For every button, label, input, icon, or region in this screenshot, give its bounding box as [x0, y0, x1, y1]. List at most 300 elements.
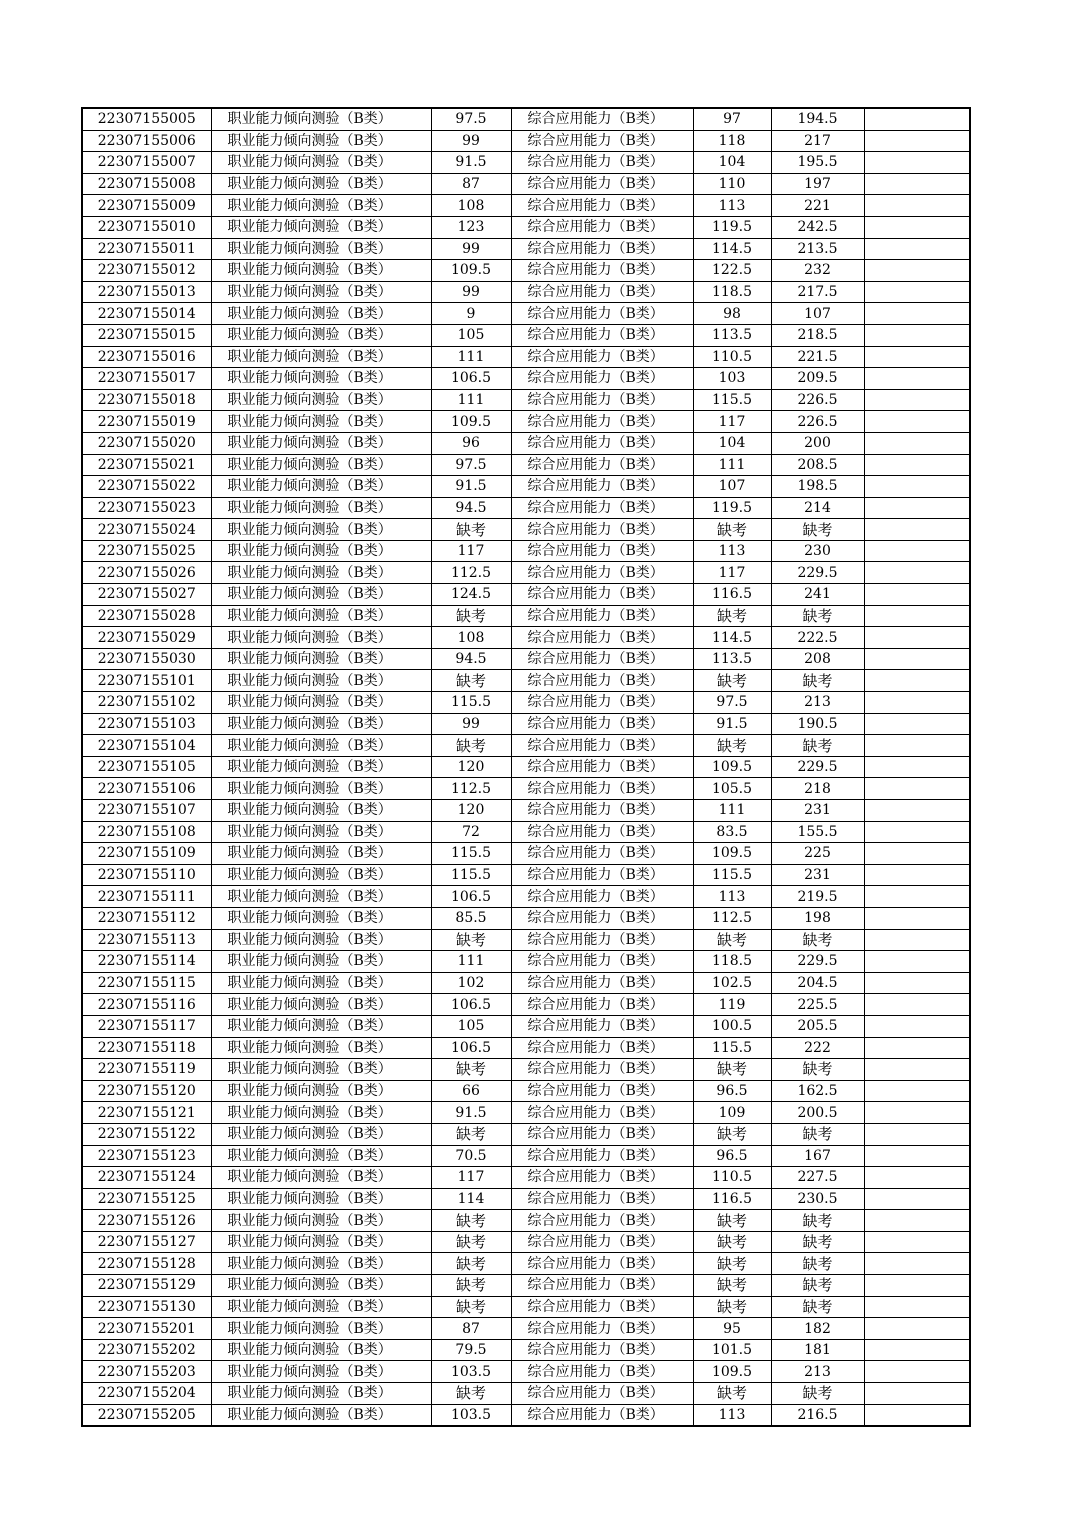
subject-2-cell: 综合应用能力（B类）: [511, 821, 693, 843]
subject-2-score-cell: 107: [693, 476, 771, 498]
candidate-id-cell: 22307155104: [82, 735, 211, 757]
candidate-id-cell: 22307155113: [82, 929, 211, 951]
subject-2-cell: 综合应用能力（B类）: [511, 1318, 693, 1340]
table-row: [82, 907, 970, 929]
subject-2-cell: 综合应用能力（B类）: [511, 843, 693, 865]
subject-2-score-cell: 缺考: [693, 1231, 771, 1253]
table-row: [82, 238, 970, 260]
subject-1-score-cell: 112.5: [431, 562, 511, 584]
remark-cell: [864, 1361, 970, 1383]
subject-1-score-cell: 85.5: [431, 907, 511, 929]
remark-cell: [864, 864, 970, 886]
candidate-id-cell: 22307155128: [82, 1253, 211, 1275]
subject-2-score-cell: 缺考: [693, 1253, 771, 1275]
subject-2-score-cell: 109.5: [693, 1361, 771, 1383]
subject-2-score-cell: 104: [693, 432, 771, 454]
candidate-id-cell: 22307155109: [82, 843, 211, 865]
remark-cell: [864, 238, 970, 260]
subject-1-score-cell: 99: [431, 713, 511, 735]
subject-1-score-cell: 124.5: [431, 584, 511, 606]
subject-1-score-cell: 缺考: [431, 1210, 511, 1232]
candidate-id-cell: 22307155028: [82, 605, 211, 627]
candidate-id-cell: 22307155017: [82, 368, 211, 390]
candidate-id-cell: 22307155123: [82, 1145, 211, 1167]
subject-1-cell: 职业能力倾向测验（B类）: [211, 1080, 431, 1102]
subject-2-cell: 综合应用能力（B类）: [511, 1145, 693, 1167]
remark-cell: [864, 324, 970, 346]
total-score-cell: 缺考: [771, 1059, 864, 1081]
total-score-cell: 缺考: [771, 605, 864, 627]
subject-1-cell: 职业能力倾向测验（B类）: [211, 1318, 431, 1340]
subject-1-score-cell: 9: [431, 303, 511, 325]
subject-1-score-cell: 102: [431, 972, 511, 994]
table-row: [82, 864, 970, 886]
table-row: [82, 1102, 970, 1124]
total-score-cell: 226.5: [771, 411, 864, 433]
subject-1-score-cell: 87: [431, 173, 511, 195]
subject-2-cell: 综合应用能力（B类）: [511, 1253, 693, 1275]
subject-1-cell: 职业能力倾向测验（B类）: [211, 692, 431, 714]
subject-1-score-cell: 111: [431, 389, 511, 411]
remark-cell: [864, 303, 970, 325]
subject-2-score-cell: 113.5: [693, 324, 771, 346]
remark-cell: [864, 152, 970, 174]
candidate-id-cell: 22307155029: [82, 627, 211, 649]
total-score-cell: 219.5: [771, 886, 864, 908]
remark-cell: [864, 1123, 970, 1145]
remark-cell: [864, 368, 970, 390]
subject-1-score-cell: 缺考: [431, 1253, 511, 1275]
candidate-id-cell: 22307155106: [82, 778, 211, 800]
candidate-id-cell: 22307155009: [82, 195, 211, 217]
subject-1-cell: 职业能力倾向测验（B类）: [211, 713, 431, 735]
subject-2-score-cell: 116.5: [693, 1188, 771, 1210]
subject-1-cell: 职业能力倾向测验（B类）: [211, 735, 431, 757]
subject-2-score-cell: 缺考: [693, 1123, 771, 1145]
remark-cell: [864, 1015, 970, 1037]
subject-2-score-cell: 119.5: [693, 216, 771, 238]
table-row: [82, 519, 970, 541]
table-row: [82, 735, 970, 757]
subject-2-cell: 综合应用能力（B类）: [511, 1404, 693, 1426]
subject-1-cell: 职业能力倾向测验（B类）: [211, 260, 431, 282]
table-row: [82, 1188, 970, 1210]
subject-2-cell: 综合应用能力（B类）: [511, 497, 693, 519]
subject-2-score-cell: 缺考: [693, 605, 771, 627]
candidate-id-cell: 22307155007: [82, 152, 211, 174]
subject-1-cell: 职业能力倾向测验（B类）: [211, 476, 431, 498]
candidate-id-cell: 22307155107: [82, 800, 211, 822]
candidate-id-cell: 22307155130: [82, 1296, 211, 1318]
total-score-cell: 200.5: [771, 1102, 864, 1124]
subject-2-cell: 综合应用能力（B类）: [511, 1210, 693, 1232]
total-score-cell: 213.5: [771, 238, 864, 260]
subject-2-score-cell: 113.5: [693, 648, 771, 670]
candidate-id-cell: 22307155125: [82, 1188, 211, 1210]
subject-1-cell: 职业能力倾向测验（B类）: [211, 1188, 431, 1210]
subject-2-score-cell: 114.5: [693, 238, 771, 260]
subject-2-score-cell: 104: [693, 152, 771, 174]
subject-2-score-cell: 缺考: [693, 1210, 771, 1232]
subject-1-score-cell: 105: [431, 324, 511, 346]
subject-2-cell: 综合应用能力（B类）: [511, 994, 693, 1016]
subject-1-cell: 职业能力倾向测验（B类）: [211, 886, 431, 908]
remark-cell: [864, 1231, 970, 1253]
total-score-cell: 225.5: [771, 994, 864, 1016]
table-row: [82, 972, 970, 994]
subject-2-score-cell: 91.5: [693, 713, 771, 735]
table-row: [82, 562, 970, 584]
subject-2-cell: 综合应用能力（B类）: [511, 216, 693, 238]
candidate-id-cell: 22307155030: [82, 648, 211, 670]
remark-cell: [864, 108, 970, 130]
subject-2-score-cell: 缺考: [693, 670, 771, 692]
subject-2-score-cell: 115.5: [693, 864, 771, 886]
subject-1-score-cell: 缺考: [431, 1123, 511, 1145]
subject-1-cell: 职业能力倾向测验（B类）: [211, 627, 431, 649]
subject-1-cell: 职业能力倾向测验（B类）: [211, 1059, 431, 1081]
subject-2-cell: 综合应用能力（B类）: [511, 756, 693, 778]
subject-2-score-cell: 118.5: [693, 951, 771, 973]
subject-1-score-cell: 108: [431, 627, 511, 649]
remark-cell: [864, 1167, 970, 1189]
candidate-id-cell: 22307155025: [82, 540, 211, 562]
subject-2-cell: 综合应用能力（B类）: [511, 778, 693, 800]
remark-cell: [864, 497, 970, 519]
total-score-cell: 227.5: [771, 1167, 864, 1189]
subject-1-cell: 职业能力倾向测验（B类）: [211, 1167, 431, 1189]
subject-2-score-cell: 116.5: [693, 584, 771, 606]
table-row: [82, 1059, 970, 1081]
subject-2-cell: 综合应用能力（B类）: [511, 670, 693, 692]
total-score-cell: 229.5: [771, 951, 864, 973]
candidate-id-cell: 22307155117: [82, 1015, 211, 1037]
candidate-id-cell: 22307155101: [82, 670, 211, 692]
total-score-cell: 缺考: [771, 929, 864, 951]
total-score-cell: 缺考: [771, 1231, 864, 1253]
total-score-cell: 182: [771, 1318, 864, 1340]
candidate-id-cell: 22307155111: [82, 886, 211, 908]
candidate-id-cell: 22307155122: [82, 1123, 211, 1145]
subject-1-cell: 职业能力倾向测验（B类）: [211, 670, 431, 692]
subject-2-score-cell: 113: [693, 540, 771, 562]
subject-1-score-cell: 114: [431, 1188, 511, 1210]
total-score-cell: 213: [771, 692, 864, 714]
subject-1-score-cell: 缺考: [431, 929, 511, 951]
subject-1-cell: 职业能力倾向测验（B类）: [211, 1339, 431, 1361]
subject-1-cell: 职业能力倾向测验（B类）: [211, 994, 431, 1016]
subject-1-cell: 职业能力倾向测验（B类）: [211, 195, 431, 217]
total-score-cell: 231: [771, 864, 864, 886]
subject-1-cell: 职业能力倾向测验（B类）: [211, 1404, 431, 1426]
remark-cell: [864, 886, 970, 908]
subject-1-cell: 职业能力倾向测验（B类）: [211, 821, 431, 843]
table-row: [82, 195, 970, 217]
remark-cell: [864, 1188, 970, 1210]
subject-1-score-cell: 115.5: [431, 843, 511, 865]
candidate-id-cell: 22307155022: [82, 476, 211, 498]
candidate-id-cell: 22307155120: [82, 1080, 211, 1102]
subject-2-cell: 综合应用能力（B类）: [511, 907, 693, 929]
subject-2-score-cell: 117: [693, 562, 771, 584]
remark-cell: [864, 1318, 970, 1340]
candidate-id-cell: 22307155127: [82, 1231, 211, 1253]
total-score-cell: 208.5: [771, 454, 864, 476]
total-score-cell: 242.5: [771, 216, 864, 238]
remark-cell: [864, 994, 970, 1016]
subject-1-cell: 职业能力倾向测验（B类）: [211, 540, 431, 562]
subject-2-cell: 综合应用能力（B类）: [511, 713, 693, 735]
candidate-id-cell: 22307155013: [82, 281, 211, 303]
subject-2-score-cell: 96.5: [693, 1080, 771, 1102]
table-row: [82, 778, 970, 800]
subject-1-score-cell: 123: [431, 216, 511, 238]
subject-2-score-cell: 115.5: [693, 389, 771, 411]
total-score-cell: 缺考: [771, 1123, 864, 1145]
subject-2-cell: 综合应用能力（B类）: [511, 1080, 693, 1102]
subject-2-cell: 综合应用能力（B类）: [511, 1059, 693, 1081]
candidate-id-cell: 22307155023: [82, 497, 211, 519]
subject-1-score-cell: 97.5: [431, 454, 511, 476]
remark-cell: [864, 1253, 970, 1275]
subject-1-score-cell: 115.5: [431, 692, 511, 714]
subject-2-cell: 综合应用能力（B类）: [511, 173, 693, 195]
subject-2-cell: 综合应用能力（B类）: [511, 692, 693, 714]
remark-cell: [864, 562, 970, 584]
table-row: [82, 216, 970, 238]
table-row: [82, 843, 970, 865]
subject-2-score-cell: 109: [693, 1102, 771, 1124]
subject-2-score-cell: 118: [693, 130, 771, 152]
candidate-id-cell: 22307155103: [82, 713, 211, 735]
table-row: [82, 670, 970, 692]
subject-2-score-cell: 109.5: [693, 756, 771, 778]
subject-2-cell: 综合应用能力（B类）: [511, 584, 693, 606]
subject-1-score-cell: 87: [431, 1318, 511, 1340]
total-score-cell: 155.5: [771, 821, 864, 843]
subject-1-score-cell: 70.5: [431, 1145, 511, 1167]
subject-1-cell: 职业能力倾向测验（B类）: [211, 1015, 431, 1037]
candidate-id-cell: 22307155121: [82, 1102, 211, 1124]
subject-2-cell: 综合应用能力（B类）: [511, 864, 693, 886]
subject-1-cell: 职业能力倾向测验（B类）: [211, 778, 431, 800]
total-score-cell: 缺考: [771, 670, 864, 692]
candidate-id-cell: 22307155021: [82, 454, 211, 476]
subject-1-cell: 职业能力倾向测验（B类）: [211, 519, 431, 541]
candidate-id-cell: 22307155129: [82, 1275, 211, 1297]
total-score-cell: 162.5: [771, 1080, 864, 1102]
remark-cell: [864, 346, 970, 368]
score-table-body: [82, 108, 970, 1426]
subject-2-score-cell: 103: [693, 368, 771, 390]
total-score-cell: 218.5: [771, 324, 864, 346]
total-score-cell: 190.5: [771, 713, 864, 735]
subject-1-cell: 职业能力倾向测验（B类）: [211, 1296, 431, 1318]
remark-cell: [864, 519, 970, 541]
subject-1-cell: 职业能力倾向测验（B类）: [211, 1231, 431, 1253]
subject-2-cell: 综合应用能力（B类）: [511, 1188, 693, 1210]
candidate-id-cell: 22307155112: [82, 907, 211, 929]
candidate-id-cell: 22307155026: [82, 562, 211, 584]
table-row: [82, 1296, 970, 1318]
candidate-id-cell: 22307155114: [82, 951, 211, 973]
table-row: [82, 584, 970, 606]
subject-1-score-cell: 117: [431, 1167, 511, 1189]
subject-1-score-cell: 105: [431, 1015, 511, 1037]
table-row: [82, 692, 970, 714]
candidate-id-cell: 22307155005: [82, 108, 211, 130]
remark-cell: [864, 972, 970, 994]
remark-cell: [864, 432, 970, 454]
remark-cell: [864, 843, 970, 865]
total-score-cell: 232: [771, 260, 864, 282]
subject-2-cell: 综合应用能力（B类）: [511, 800, 693, 822]
table-row: [82, 605, 970, 627]
subject-2-score-cell: 105.5: [693, 778, 771, 800]
remark-cell: [864, 1210, 970, 1232]
candidate-id-cell: 22307155202: [82, 1339, 211, 1361]
total-score-cell: 缺考: [771, 519, 864, 541]
table-row: [82, 260, 970, 282]
subject-1-cell: 职业能力倾向测验（B类）: [211, 1210, 431, 1232]
table-row: [82, 1383, 970, 1405]
subject-2-cell: 综合应用能力（B类）: [511, 1339, 693, 1361]
candidate-id-cell: 22307155006: [82, 130, 211, 152]
subject-2-cell: 综合应用能力（B类）: [511, 951, 693, 973]
subject-1-score-cell: 缺考: [431, 1296, 511, 1318]
subject-1-cell: 职业能力倾向测验（B类）: [211, 1383, 431, 1405]
subject-2-score-cell: 113: [693, 886, 771, 908]
subject-1-cell: 职业能力倾向测验（B类）: [211, 368, 431, 390]
subject-1-score-cell: 99: [431, 281, 511, 303]
candidate-id-cell: 22307155204: [82, 1383, 211, 1405]
remark-cell: [864, 648, 970, 670]
total-score-cell: 221: [771, 195, 864, 217]
subject-1-score-cell: 103.5: [431, 1404, 511, 1426]
table-row: [82, 303, 970, 325]
candidate-id-cell: 22307155020: [82, 432, 211, 454]
subject-2-score-cell: 118.5: [693, 281, 771, 303]
total-score-cell: 217: [771, 130, 864, 152]
table-row: [82, 994, 970, 1016]
subject-1-score-cell: 缺考: [431, 735, 511, 757]
subject-1-score-cell: 109.5: [431, 411, 511, 433]
subject-1-cell: 职业能力倾向测验（B类）: [211, 346, 431, 368]
subject-2-cell: 综合应用能力（B类）: [511, 1275, 693, 1297]
remark-cell: [864, 1102, 970, 1124]
table-row: [82, 1231, 970, 1253]
table-row: [82, 1037, 970, 1059]
table-row: [82, 627, 970, 649]
remark-cell: [864, 1339, 970, 1361]
remark-cell: [864, 281, 970, 303]
subject-2-score-cell: 95: [693, 1318, 771, 1340]
subject-1-score-cell: 120: [431, 800, 511, 822]
subject-2-score-cell: 112.5: [693, 907, 771, 929]
subject-2-cell: 综合应用能力（B类）: [511, 929, 693, 951]
total-score-cell: 167: [771, 1145, 864, 1167]
subject-2-cell: 综合应用能力（B类）: [511, 195, 693, 217]
total-score-cell: 缺考: [771, 735, 864, 757]
subject-2-score-cell: 119.5: [693, 497, 771, 519]
subject-2-score-cell: 100.5: [693, 1015, 771, 1037]
subject-1-score-cell: 缺考: [431, 1383, 511, 1405]
subject-1-score-cell: 97.5: [431, 108, 511, 130]
total-score-cell: 缺考: [771, 1275, 864, 1297]
remark-cell: [864, 584, 970, 606]
subject-2-score-cell: 115.5: [693, 1037, 771, 1059]
subject-1-cell: 职业能力倾向测验（B类）: [211, 281, 431, 303]
total-score-cell: 226.5: [771, 389, 864, 411]
total-score-cell: 198.5: [771, 476, 864, 498]
subject-1-score-cell: 缺考: [431, 519, 511, 541]
subject-2-cell: 综合应用能力（B类）: [511, 1015, 693, 1037]
subject-2-cell: 综合应用能力（B类）: [511, 389, 693, 411]
subject-2-score-cell: 缺考: [693, 1383, 771, 1405]
subject-2-score-cell: 110.5: [693, 346, 771, 368]
subject-1-score-cell: 103.5: [431, 1361, 511, 1383]
subject-2-score-cell: 117: [693, 411, 771, 433]
remark-cell: [864, 1059, 970, 1081]
subject-1-score-cell: 99: [431, 130, 511, 152]
subject-2-cell: 综合应用能力（B类）: [511, 476, 693, 498]
remark-cell: [864, 1296, 970, 1318]
subject-1-cell: 职业能力倾向测验（B类）: [211, 1123, 431, 1145]
candidate-id-cell: 22307155124: [82, 1167, 211, 1189]
candidate-id-cell: 22307155108: [82, 821, 211, 843]
remark-cell: [864, 1080, 970, 1102]
total-score-cell: 缺考: [771, 1210, 864, 1232]
remark-cell: [864, 411, 970, 433]
table-row: [82, 1145, 970, 1167]
subject-1-cell: 职业能力倾向测验（B类）: [211, 216, 431, 238]
candidate-id-cell: 22307155205: [82, 1404, 211, 1426]
subject-1-score-cell: 91.5: [431, 1102, 511, 1124]
total-score-cell: 缺考: [771, 1296, 864, 1318]
subject-1-score-cell: 111: [431, 951, 511, 973]
table-row: [82, 368, 970, 390]
subject-1-score-cell: 109.5: [431, 260, 511, 282]
subject-2-cell: 综合应用能力（B类）: [511, 1102, 693, 1124]
total-score-cell: 181: [771, 1339, 864, 1361]
remark-cell: [864, 195, 970, 217]
table-row: [82, 648, 970, 670]
subject-1-cell: 职业能力倾向测验（B类）: [211, 454, 431, 476]
subject-1-cell: 职业能力倾向测验（B类）: [211, 1037, 431, 1059]
candidate-id-cell: 22307155110: [82, 864, 211, 886]
subject-1-cell: 职业能力倾向测验（B类）: [211, 800, 431, 822]
table-row: [82, 1361, 970, 1383]
subject-1-score-cell: 91.5: [431, 476, 511, 498]
table-row: [82, 929, 970, 951]
table-row: [82, 130, 970, 152]
total-score-cell: 231: [771, 800, 864, 822]
candidate-id-cell: 22307155019: [82, 411, 211, 433]
table-row: [82, 173, 970, 195]
subject-2-cell: 综合应用能力（B类）: [511, 432, 693, 454]
candidate-id-cell: 22307155201: [82, 1318, 211, 1340]
candidate-id-cell: 22307155203: [82, 1361, 211, 1383]
remark-cell: [864, 778, 970, 800]
table-row: [82, 411, 970, 433]
table-row: [82, 389, 970, 411]
subject-2-cell: 综合应用能力（B类）: [511, 260, 693, 282]
subject-1-cell: 职业能力倾向测验（B类）: [211, 1253, 431, 1275]
table-row: [82, 886, 970, 908]
table-row: [82, 476, 970, 498]
subject-2-cell: 综合应用能力（B类）: [511, 108, 693, 130]
subject-2-score-cell: 缺考: [693, 519, 771, 541]
